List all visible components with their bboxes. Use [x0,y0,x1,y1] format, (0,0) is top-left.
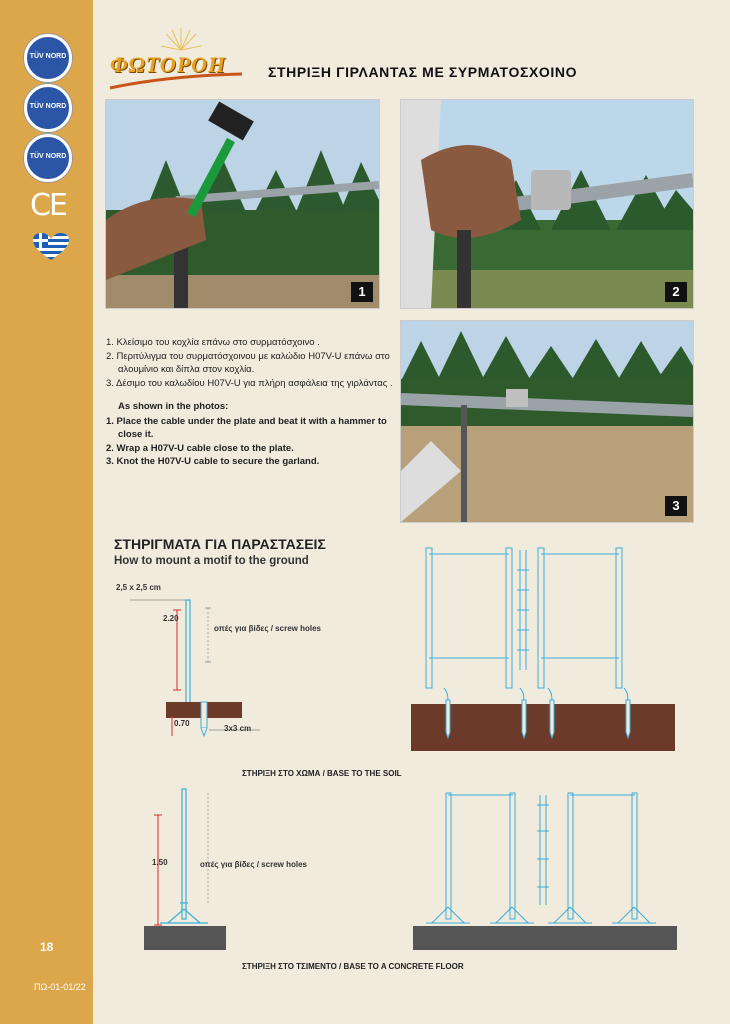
frame-post [538,548,544,688]
section-title: ΣΤΗΡΙΓΜΑΤΑ ΓΙΑ ΠΑΡΑΣΤΑΣΕΙΣ [114,536,326,552]
brand-logo: ΦΩΤΟΡΟΗ [110,52,227,77]
frame-post [446,793,451,919]
tuv-certification-badge [24,84,72,132]
profile-size-label: 2,5 x 2,5 cm [116,583,161,592]
section-subtitle: How to mount a motif to the ground [114,555,309,567]
photo-3-image [401,321,693,522]
caption-concrete: ΣΤΗΡΙΞΗ ΣΤΟ ΤΣΙΜΕΝΤΟ / BASE TO A CONCRETE FLOOR [242,962,464,971]
depth-label: 0.70 [174,719,190,728]
tuv-certification-badge [24,134,72,182]
tuv-certification-badge [24,34,72,82]
step-greek-3: 3. Δέσιμο του καλωδίου H07V-U για πλήρη ασφάλεια της γιρλάντας . [106,377,393,389]
frame-post [426,548,432,688]
soil-block [411,704,675,751]
screw-holes-label: οπές για βίδες / screw holes [214,624,321,633]
step-english-2: 2. Wrap a H07V-U cable close to the plate. [106,442,294,454]
shown-heading: As shown in the photos: [118,401,229,412]
vertical-profile [186,600,190,712]
badge-label: TÜV NORD [29,153,67,160]
frame-post [568,793,573,919]
soil-frame-diagram [408,540,678,755]
frame-post [616,548,622,688]
frame-post [632,793,637,919]
frame-post [510,793,515,919]
photo-number: 1 [351,282,373,302]
photo-2 [400,99,694,309]
arrow-icon [444,688,448,700]
screw-holes-label-concrete: οπές για βίδες / screw holes [200,860,307,869]
greek-flag-heart-icon [33,233,69,261]
step-english-1: 1. Place the cable under the plate and beat it with a hammer to close it. [106,415,387,440]
photo-1-image [106,100,379,308]
ce-mark: CE [30,188,66,223]
photo-1 [105,99,380,309]
step-english-3: 3. Knot the H07V-U cable to secure the garland. [106,456,320,467]
photo-2-image [401,100,693,308]
base-bracket [612,907,656,923]
photo-number: 2 [665,282,687,302]
arrow-icon [548,688,552,700]
ground-stake [201,702,207,728]
arrow-icon [520,688,524,700]
arrow-icon [624,688,628,700]
concrete-block [413,926,677,950]
base-bracket [426,907,470,923]
photo-3 [400,320,694,523]
stake-size-label: 3x3 cm [224,724,252,733]
step-greek-2: 2. Περιτύλιγμα του συρματόσχοινου με καλώδιο H07V-U επάνω στο αλουμίνιο και δίπλα στον κοχλία. [106,350,390,375]
height-label-soil: 2.20 [163,614,179,623]
sidebar [0,0,93,1024]
base-bracket [490,907,534,923]
page-title: ΣΤΗΡΙΞΗ ΓΙΡΛΑΝΤΑΣ ΜΕ ΣΥΡΜΑΤΟΣΧΟΙΝΟ [268,64,578,80]
base-bracket [548,907,592,923]
vertical-profile [182,789,186,919]
frame-post [506,548,512,688]
concrete-profile-diagram [140,785,240,955]
caption-soil: ΣΤΗΡΙΞΗ ΣΤΟ ΧΩΜΑ / BASE TO THE SOIL [242,769,402,778]
step-greek-1: 1. Κλείσιμο του κοχλία επάνω στο συρματόσχοινο . [106,337,320,348]
concrete-frame-diagram [410,785,680,955]
photo-number: 3 [665,496,687,516]
height-label-concrete: 1.50 [152,858,168,867]
badge-label: TÜV NORD [29,103,67,110]
soil-profile-diagram [110,580,270,740]
instructions [106,336,396,469]
page-number: 18 [40,940,54,954]
badge-label: TÜV NORD [29,53,67,60]
document-code: ΠΩ-01-01/22 [34,982,86,992]
base-bracket [160,903,208,923]
concrete-block [144,926,226,950]
